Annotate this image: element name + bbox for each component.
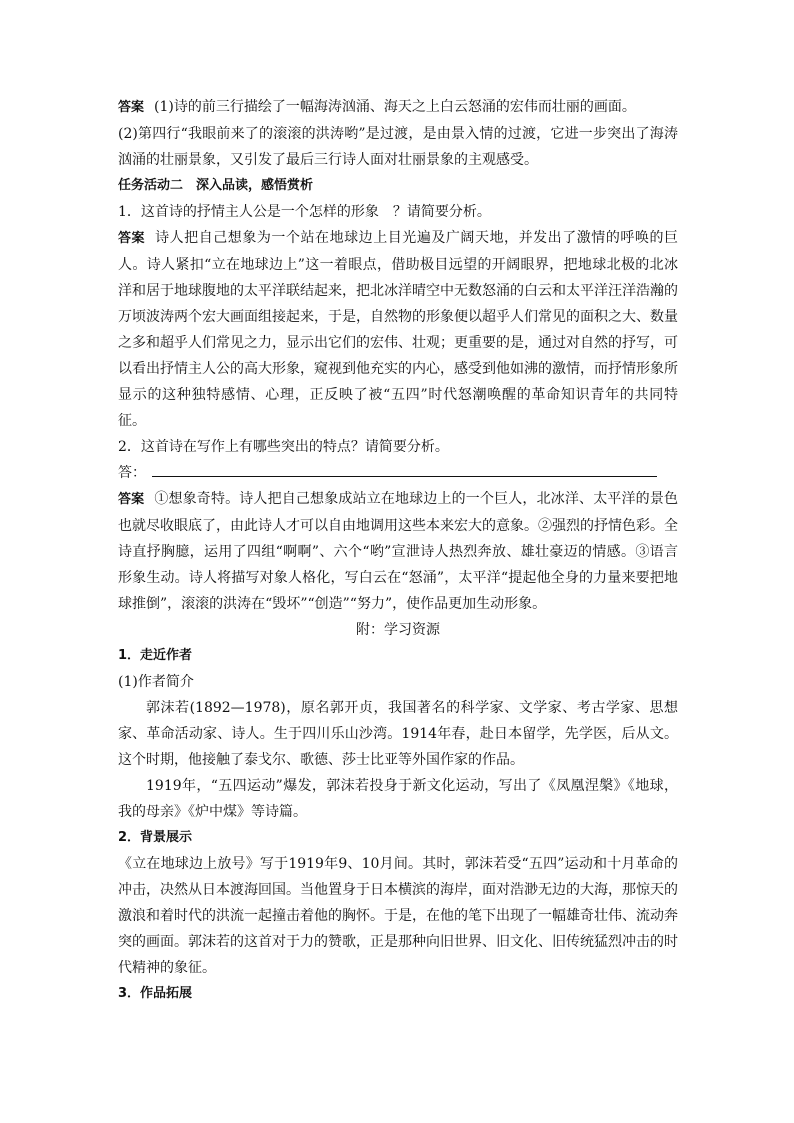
answer-label: 答案 bbox=[118, 100, 145, 115]
answer-blank-line: 答： bbox=[118, 460, 678, 486]
section-3-title: 3．作品拓展 bbox=[118, 986, 193, 1001]
question-1: 1．这首诗的抒情主人公是一个怎样的形象 ？请简要分析。 bbox=[118, 204, 491, 220]
background-paragraph: 《立在地球边上放号》写于1919年9、10月间。其时，郭沫若受“五四”运动和十月革命的冲击，决然从日本渡海回国。当他置身于日本横滨的海岸，面对浩渺无边的大海，那惊天的激浪和着时代的洪流一起撞击着他的胸怀。于是，在他的笔下出现了一幅雄奇壮伟、流动奔突的画面。郭沫若的这首对于力的赞歌，正是那种向旧世界、旧文化、旧传统猛烈冲击的时代精神的象征。 bbox=[118, 856, 678, 976]
answer-1-line-1: 答案 (1)诗的前三行描绘了一幅海涛汹涌、海天之上白云怒涌的宏伟而壮丽的画面。 bbox=[118, 99, 636, 115]
answer-label: 答案 bbox=[118, 492, 145, 507]
section-1-subtitle: (1)作者简介 bbox=[118, 674, 194, 690]
answer-q1: 答案 诗人把自己想象为一个站在地球边上目光遍及广阔天地，并发出了激情的呼唤的巨人。诗人紧扣“立在地球边上”这一着眼点，借助极目远望的开阔眼界，把地球北极的北冰洋和居于地球腹地的太平洋联结起来，把北冰洋晴空中无数怒涌的白云和太平洋汪洋浩瀚的万顷波涛两个宏大画面组接起来，于是，自然物的形象便以超乎人们常见的面积之大、数量之多和超乎人们常见之力，显示出它们的宏伟、壮观；更重要的是，通过对自然的抒写，可以看出抒情主人公的高大形象，窥视到他充实的内心，感受到他如沸的激情，而抒情形象所显示的这种独特感情、心理，正反映了被“五四”时代怒潮唤醒的革命知识青年的共同特征。 bbox=[118, 230, 678, 429]
author-works-paragraph: 1919年，“五四运动”爆发，郭沫若投身于新文化运动，写出了《凤凰涅槃》《地球，我的母亲》《炉中煤》等诗篇。 bbox=[118, 778, 678, 820]
author-intro-paragraph: 郭沫若(1892—1978)，原名郭开贞，我国著名的科学家、文学家、考古学家、思想家、革命活动家、诗人。生于四川乐山沙湾。1914年春，赴日本留学，先学医，后从文。这个时期，他接触了泰戈尔、歌德、莎士比亚等外国作家的作品。 bbox=[118, 700, 678, 768]
answer-q2: 答案 ①想象奇特。诗人把自己想象成站立在地球边上的一个巨人，北冰洋、太平洋的景色也就尽收眼底了，由此诗人才可以自由地调用这些本来宏大的意象。②强烈的抒情色彩。全诗直抒胸臆，运用了四组“啊啊”、六个“哟”宣泄诗人热烈奔放、雄壮豪迈的情感。③语言形象生动。诗人将描写对象人格化，写白云在“怒涌”，太平洋“提起他全身的力量来要把地球推倒”，滚滚的洪涛在“毁坏”“创造”“努力”，使作品更加生动形象。 bbox=[118, 491, 678, 612]
task-2-title: 任务活动二 深入品读，感悟赏析 bbox=[118, 178, 314, 193]
answer-fill-line bbox=[152, 460, 657, 477]
section-1-title: 1．走近作者 bbox=[118, 648, 193, 663]
answer-1-line-2: (2)第四行“我眼前来了的滚滚的洪涛哟”是过渡，是由景入情的过渡，它进一步突出了海涛汹涌的壮丽景象，又引发了最后三行诗人面对壮丽景象的主观感受。 bbox=[118, 126, 678, 168]
answer-label: 答案 bbox=[118, 231, 146, 246]
question-2: 2．这首诗在写作上有哪些突出的特点？请简要分析。 bbox=[118, 439, 449, 455]
document-body bbox=[118, 94, 678, 1007]
appendix-title: 附：学习资源 bbox=[356, 622, 440, 638]
section-2-title: 2．背景展示 bbox=[118, 830, 193, 845]
